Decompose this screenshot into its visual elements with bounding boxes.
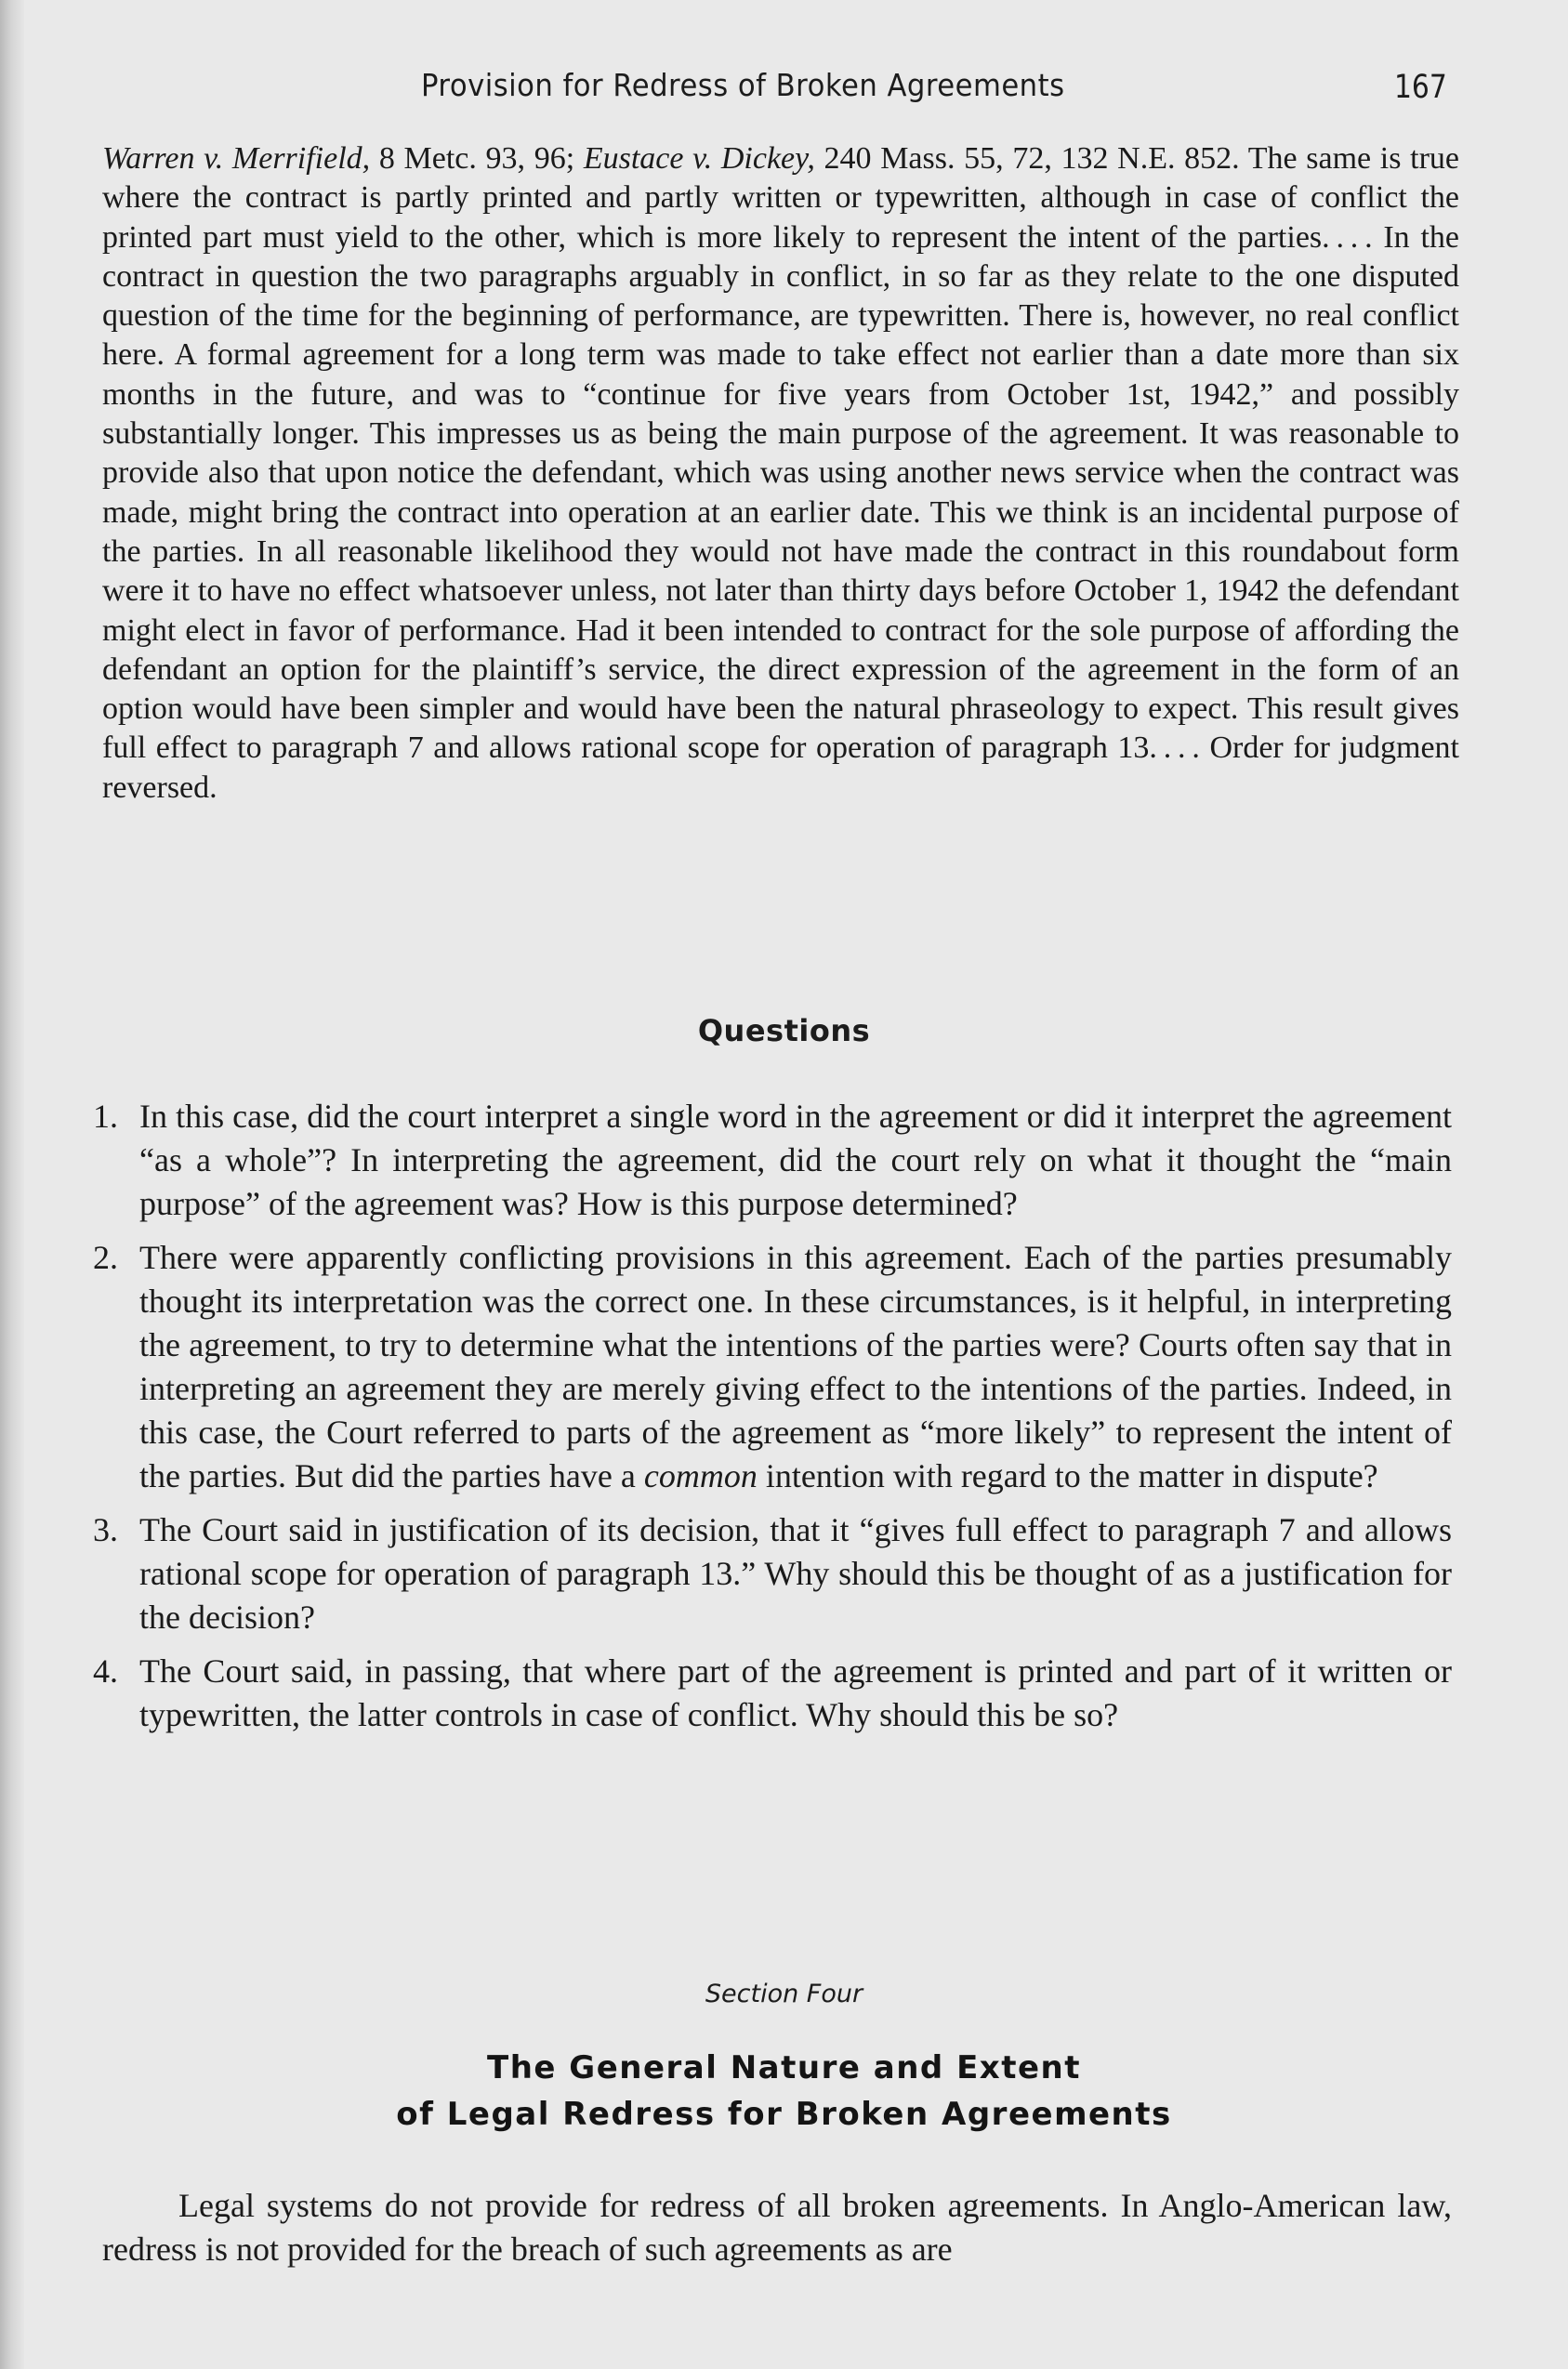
citation-2-reporter: 240 Mass. 55, 72, 132 N.E. 852.	[814, 141, 1240, 176]
question-number: 3.	[93, 1511, 118, 1548]
questions-heading: Questions	[697, 1013, 871, 1048]
questions-list	[93, 1095, 1452, 1747]
question-number: 4.	[93, 1652, 118, 1690]
case-citation-1: Warren v. Merrifield,	[102, 141, 371, 176]
running-head	[0, 67, 1568, 115]
running-head-title: Provision for Redress of Broken Agreements	[421, 67, 1065, 103]
section-title	[0, 2045, 1568, 2138]
question-text: In this case, did the court interpret a single word in the agreement or did it interpret the agreement “as a whole”? In interpreting the agreement, did the court rely on what it thought the “main purpose” of the agreement was? How is this purpose determined?	[139, 1098, 1452, 1222]
case-excerpt-body: The same is true where the contract is partly printed and partly written or typewritten, although in case of conflict the printed part must yield to the other, which is more likely to represent the intent of the parties. . . . In the contract in question the two paragraphs arguably in conflict, in so far as they relate to the one disputed question of the time for the beginning of performance, are typewritten. There is, however, no real conflict here. A formal agreement for a long term was made to take effect not earlier than a date more than six months in the future, and was to “continue for five years from October 1st, 1942,” and possibly substantially longer. This impresses us as being the main purpose of the agreement. It was reasonable to provide also that upon notice the defendant, which was using another news service when the contract was made, might bring the contract into operation at an earlier date. This we think is an incidental purpose of the parties. In all reasonable likelihood they would not have made the contract in this roundabout form were it to have no effect whatsoever unless, not later than thirty days before October 1, 1942 the defendant might elect in favor of performance. Had it been intended to contract for the sole purpose of affording the defendant an option for the plaintiff’s service, the direct expression of the agreement in the form of an option would have been simpler and would have been the natural phraseology to expect. This result gives full effect to paragraph 7 and allows rational scope for operation of paragraph 13. . . . Order for judgment reversed.	[102, 141, 1459, 805]
question-number: 1.	[93, 1098, 118, 1135]
page-number: 167	[1394, 69, 1447, 106]
question-item	[93, 1095, 1452, 1226]
question-item	[93, 1508, 1452, 1639]
case-citation-2: Eustace v. Dickey,	[583, 141, 815, 176]
question-text: The Court said in justification of its decision, that it “gives full effect to paragraph 7 and allows rational scope for operation of paragraph 13.” Why should this be thought of as a justification for the decision?	[139, 1511, 1452, 1636]
case-excerpt-paragraph	[102, 139, 1459, 808]
emphasized-word: common	[643, 1457, 758, 1494]
question-text	[139, 1239, 1452, 1494]
section-intro-paragraph: Legal systems do not provide for redress of all broken agreements. In Anglo-American law, redress is not provided for the breach of such agreements as are	[102, 2187, 1452, 2268]
page-gutter-shadow	[0, 0, 24, 2369]
case-excerpt	[102, 139, 1459, 808]
question-text: The Court said, in passing, that where part of the agreement is printed and part of it written or typewritten, the latter controls in case of conflict. Why should this be so?	[139, 1652, 1452, 1733]
question-number: 2.	[93, 1239, 118, 1276]
section-label: Section Four	[705, 1980, 863, 2008]
question-text-part: There were apparently conflicting provisions in this agreement. Each of the parties presumably thought its interpretation was the correct one. In these circumstances, is it helpful, in interpreting the agreement, to try to determine what the intentions of the parties were? Courts often say that in interpreting an agreement they are merely giving effect to the intentions of the parties. Indeed, in this case, the Court referred to parts of the agreement as “more likely” to represent the intent of the parties. But did the parties have a	[139, 1239, 1452, 1494]
question-item	[93, 1650, 1452, 1737]
question-text-part: intention with regard to the matter in dispute?	[757, 1457, 1378, 1494]
section-title-line-2: of Legal Redress for Broken Agreements	[396, 2096, 1172, 2133]
citation-1-reporter: 8 Metc. 93, 96;	[370, 141, 584, 176]
section-title-line-1: The General Nature and Extent	[487, 2049, 1081, 2086]
question-item	[93, 1236, 1452, 1498]
